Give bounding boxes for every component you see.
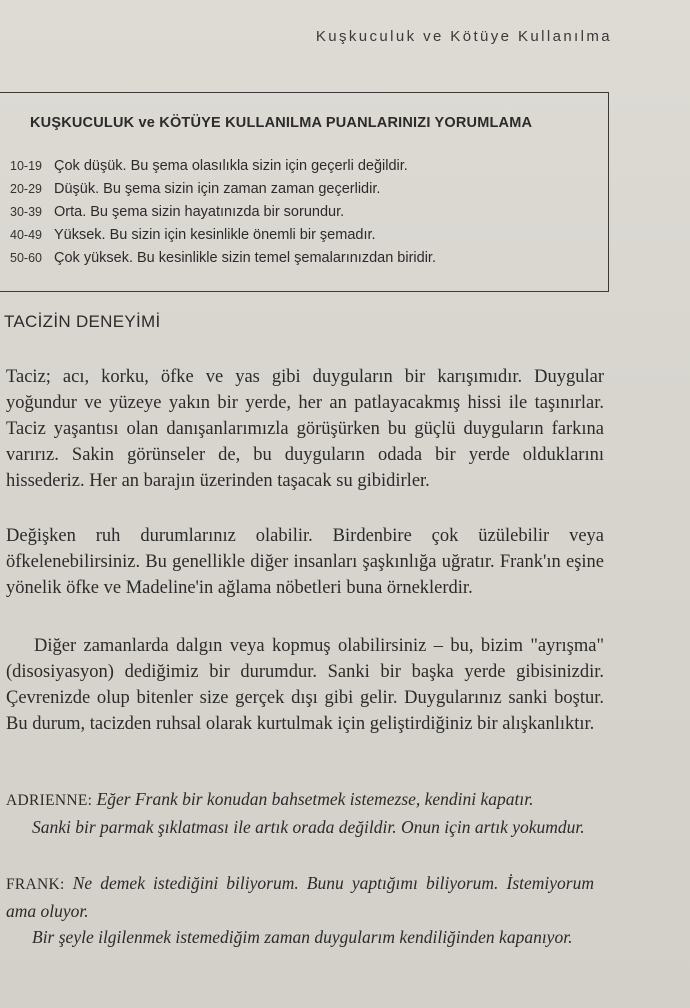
- dialogue-continuation: Sanki bir parmak şıklatması ile artık orada değildir. Onun için artık yokumdur.: [32, 817, 585, 837]
- score-description: Düşük. Bu şema sizin için zaman zaman geçerlidir.: [54, 181, 381, 197]
- score-row: [10, 227, 436, 250]
- dialogue-line: Eğer Frank bir konudan bahsetmek istemezse, kendini kapatır.: [96, 789, 534, 809]
- score-row: [10, 158, 436, 181]
- body-paragraph: Değişken ruh durumlarınız olabilir. Birdenbire çok üzülebilir veya öfkelenebilirsiniz. Bu genellikle diğer insanları şaşkınlığa uğratır. Frank'ın eşine yönelik öfke ve Madeline'in ağlama nöbetleri buna örneklerdir.: [6, 525, 604, 598]
- dialogue-line: Ne demek istediğini biliyorum. Bunu yaptığımı biliyorum. İstemiyorum ama oluyor.: [6, 873, 594, 921]
- score-list: [10, 158, 436, 273]
- score-range: 40-49: [10, 228, 42, 242]
- speaker-name: ADRIENNE:: [6, 792, 93, 809]
- score-description: Çok yüksek. Bu kesinlikle sizin temel şemalarınızdan biridir.: [54, 250, 436, 266]
- score-description: Yüksek. Bu sizin için kesinlikle önemli bir şemadır.: [54, 227, 376, 243]
- body-paragraph: Taciz; acı, korku, öfke ve yas gibi duyguların bir karışımıdır. Duygular yoğundur ve yüzeye yakın bir yerde, her an patlayacakmış hissi ile taşınırlar. Taciz yaşantısı olan danışanlarımızla görüşürken bu güçlü duyguların farkına varırız. Sakin görünseler de, bu duyguların odada bir yerde olduklarını hissederiz. Her an barajın üzerinden taşacak su gibidirler.: [6, 366, 604, 491]
- score-row: [10, 250, 436, 273]
- dialogue-entry: [6, 786, 594, 840]
- dialogue-continuation: Bir şeyle ilgilenmek istemediğim zaman duygularım kendiliğinden kapanıyor.: [32, 927, 573, 947]
- score-range: 50-60: [10, 251, 42, 265]
- score-row: [10, 204, 436, 227]
- speaker-name: FRANK:: [6, 876, 65, 893]
- section-title: TACİZİN DENEYİMİ: [4, 312, 161, 331]
- score-description: Orta. Bu şema sizin hayatınızda bir sorundur.: [54, 204, 345, 220]
- score-range: 10-19: [10, 159, 42, 173]
- scoring-box: [0, 92, 609, 292]
- scoring-box-title: KUŞKUCULUK ve KÖTÜYE KULLANILMA PUANLARINIZI YORUMLAMA: [30, 115, 533, 131]
- score-range: 30-39: [10, 205, 42, 219]
- score-description: Çok düşük. Bu şema olasılıkla sizin için geçerli değildir.: [54, 158, 408, 174]
- score-range: 20-29: [10, 182, 42, 196]
- body-paragraph: Diğer zamanlarda dalgın veya kopmuş olabilirsiniz – bu, bizim "ayrışma" (disosiyasyon) dediğimiz bir durumdur. Sanki bir başka yerde gibisinizdir. Çevrenizde olup bitenler size gerçek dışı gibi gelir. Duygularınız sanki boştur. Bu durum, tacizden ruhsal olarak kurtulmak için geliştirdiğiniz bir alışkanlıktır.: [6, 635, 604, 734]
- dialogue-entry: [6, 870, 594, 950]
- score-row: [10, 181, 436, 204]
- running-header: Kuşkuculuk ve Kötüye Kullanılma: [315, 28, 612, 45]
